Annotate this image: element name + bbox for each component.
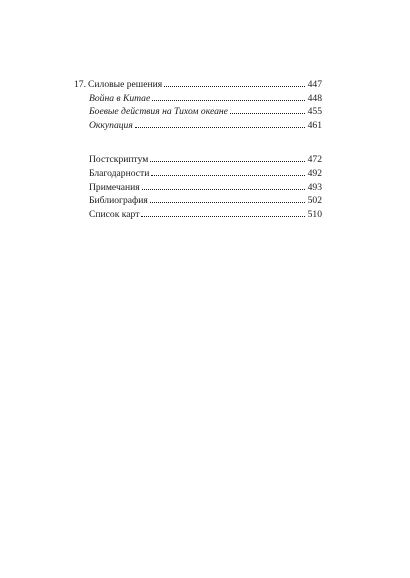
back-matter-page-number: 510: [307, 208, 322, 220]
dot-leader: [150, 160, 305, 162]
spacer: [74, 132, 322, 153]
toc-section-entry: [74, 119, 322, 133]
dot-leader: [151, 174, 305, 176]
back-matter-title: Примечания: [89, 181, 140, 193]
section-title: Война в Китае: [89, 92, 151, 104]
section-title: Боевые действия на Тихом океане: [89, 106, 228, 118]
section-page-number: 455: [307, 106, 322, 118]
dot-leader: [150, 201, 305, 203]
table-of-contents: [74, 78, 322, 221]
toc-section-entry: [74, 105, 322, 119]
section-page-number: 461: [307, 119, 322, 131]
dot-leader: [164, 85, 305, 87]
dot-leader: [230, 112, 305, 114]
toc-back-matter-entry: [74, 181, 322, 195]
toc-chapter-entry: [74, 78, 322, 92]
section-title: Оккупация: [89, 119, 133, 131]
chapter-title: Силовые решения: [88, 79, 163, 90]
back-matter-title: Благодарности: [89, 167, 150, 179]
toc-back-matter-entry: [74, 208, 322, 222]
back-matter-title: Постскриптум: [89, 154, 149, 166]
chapter-number: 17.: [74, 79, 86, 90]
section-page-number: 448: [307, 92, 322, 104]
dot-leader: [152, 99, 305, 101]
back-matter-page-number: 493: [307, 181, 322, 193]
back-matter-page-number: 472: [307, 154, 322, 166]
dot-leader: [141, 215, 305, 217]
toc-back-matter-entry: [74, 194, 322, 208]
toc-back-matter-entry: [74, 153, 322, 167]
back-matter-page-number: 502: [307, 195, 322, 207]
chapter-page-number: 447: [307, 79, 322, 90]
toc-section-entry: [74, 92, 322, 106]
toc-back-matter-entry: [74, 167, 322, 181]
dot-leader: [135, 126, 305, 128]
back-matter-title: Список карт: [89, 208, 140, 220]
back-matter-title: Библиография: [89, 195, 148, 207]
dot-leader: [142, 188, 305, 190]
back-matter-page-number: 492: [307, 167, 322, 179]
